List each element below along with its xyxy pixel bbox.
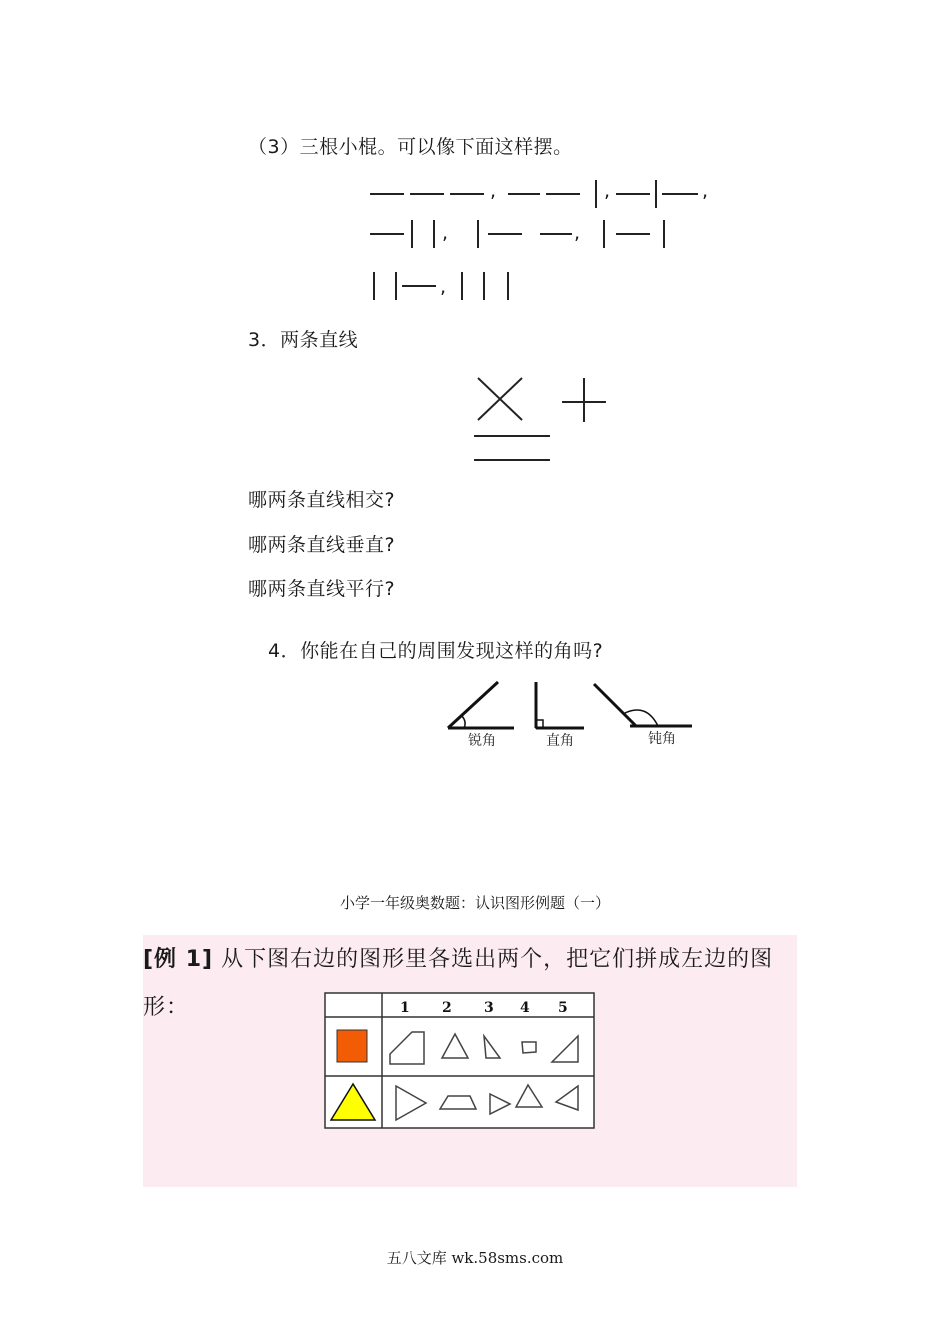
example-text: 从下图右边的图形里各选出两个，把它们拼成左边的图 [221, 947, 774, 972]
separator: , [574, 222, 581, 244]
two-lines-figure [460, 370, 620, 470]
section-heading: （3）三根小棍。可以像下面这样摆。 [248, 136, 573, 158]
column-header: 3 [484, 1000, 494, 1016]
example-line-1 [143, 942, 773, 973]
footer: 五八文库 wk.58sms.com [386, 1249, 564, 1267]
separator: , [440, 276, 447, 298]
page-title: 小学一年级奥数题：认识图形例题（一） [339, 894, 610, 912]
question-perpendicular: 哪两条直线垂直? [248, 534, 396, 556]
column-header: 4 [520, 1000, 530, 1016]
question-parallel: 哪两条直线平行? [248, 578, 396, 600]
shape-grid [324, 992, 596, 1130]
angles-figure [440, 676, 700, 732]
stick-arrangements [360, 172, 720, 307]
separator: , [442, 222, 449, 244]
acute-angle-arm [448, 682, 498, 728]
acute-angle-arc [462, 716, 465, 728]
example-label: [例 1] [143, 947, 214, 972]
separator: , [702, 180, 709, 202]
column-header: 1 [400, 1000, 410, 1016]
obtuse-angle-arm [594, 684, 636, 726]
question-intersect: 哪两条直线相交? [248, 489, 396, 511]
question-3-heading: 3．两条直线 [248, 329, 359, 351]
example-line-2: 形： [143, 995, 190, 1020]
question-4-heading: 4．你能在自己的周围发现这样的角吗? [268, 640, 604, 662]
target-square [337, 1030, 367, 1062]
separator: , [604, 180, 611, 202]
column-header: 5 [558, 1000, 568, 1016]
acute-angle-label: 锐角 [468, 733, 496, 749]
column-header: 2 [442, 1000, 452, 1016]
separator: , [490, 180, 497, 202]
obtuse-angle-label: 钝角 [648, 731, 676, 747]
right-angle-label: 直角 [546, 733, 574, 749]
